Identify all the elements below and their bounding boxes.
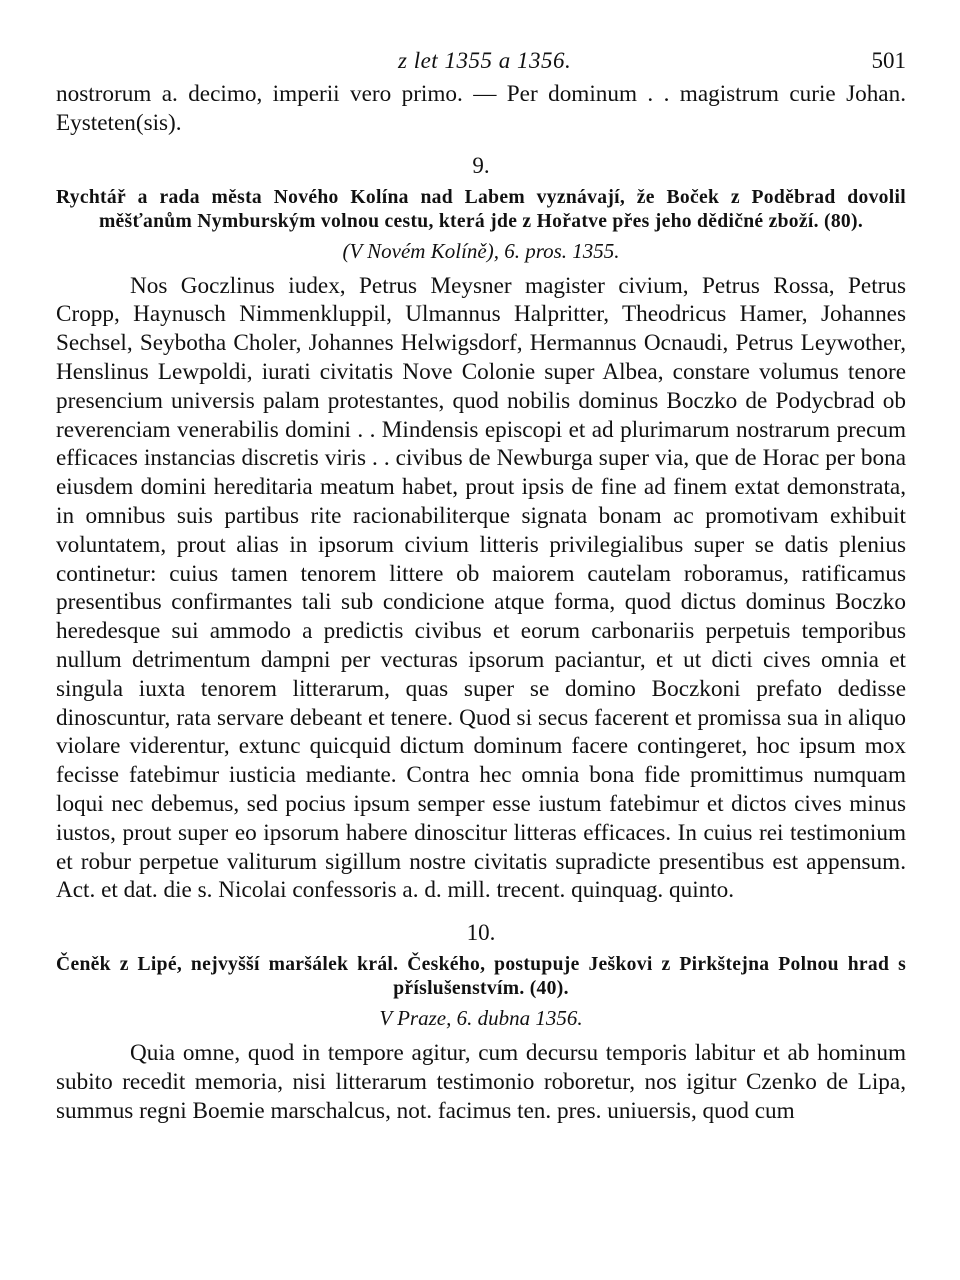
document-number: 9.	[472, 152, 490, 178]
document-dateline: (V Novém Kolíně), 6. pros. 1355.	[342, 238, 620, 263]
running-header	[56, 44, 906, 80]
document-dateline: V Praze, 6. dubna 1356.	[379, 1006, 583, 1031]
document-entry-10	[56, 919, 906, 1125]
document-number: 10.	[466, 920, 496, 946]
document-entry-9	[56, 152, 906, 906]
document-regest: Rychtář a rada města Nového Kolína nad Labem vyznávají, že Boček z Poděbrad dovolil měšťanům Nymburským volnou cestu, která jde z Hořatve přes jeho dědičné zboží. (80).	[56, 186, 906, 232]
document-text: Quia omne, quod in tempore agitur, cum decursu temporis labitur et ab hominum subito recedit memoria, nisi litterarum testimonio roboretur, nos igitur Czenko de Lipa, summus regni Boemie marschalcus, not. facimus ten. pres. uniuersis, quod cum	[56, 1040, 906, 1124]
page-number: 501	[871, 48, 906, 73]
document-regest: Čeněk z Lipé, nejvyšší maršálek král. Českého, postupuje Ješkovi z Pirkštejna Polnou hrad s příslušenstvím. (40).	[56, 954, 906, 1000]
carryover-paragraph: nostrorum a. decimo, imperii vero primo. — Per dominum . . magistrum curie Johan. Eysteten(sis).	[56, 81, 906, 136]
document-text: Nos Goczlinus iudex, Petrus Meysner magister civium, Petrus Rossa, Petrus Cropp, Haynusch Nimmenkluppil, Ulmannus Halpritter, Theodricus Hamer, Johannes Sechsel, Seybotha Choler, Johannes Helwigsdorf, Hermannus Ocnaudi, Petrus Leywother, Henslinus Lewpoldi, iurati civitatis Nove Colonie super Albea, constare volumus tenore presencium universis palam protestantes, quod nobilis dominus Boczko de Podycbrad ob reverenciam venerabilis domini . . Mindensis episcopi et ad plurimarum nostrarum precum efficaces instancias discretis viris . . civibus de Newburga super via, que de Horac per bona eiusdem domini hereditaria meatum habet, prout ipsis de fine ad finem extat demonstrata, in omnibus suis partibus rite racionabiliterque signata bonam ac promotivam exhibuit voluntatem, prout alias in ipsorum civium litteris privilegialibus super se datis plenius continetur: cuius tamen tenorem littere ob maiorem cautelam roboramus, ratificamus presentibus confirmantes tali sub condicione atque forma, quod dictus dominus Boczko heredesque sui ammodo a predictis civibus et eorum carbonariis perpetuis temporibus nullum detrimentum dampni per vecturas ipsorum paciantur, et ut dicti cives omnia et singula iuxta tenorem litterarum, quas super se domino Boczkoni prefato dedisse dinoscuntur, rata servare debeant et tenere. Quod si secus facerent et promissa sua in aliquo violare viderentur, extunc quicquid dictum dominum facere contingeret, hoc ipsum mox fecisse fatebimur iusticia mediante. Contra hec omnia bona fide promittimus numquam loqui nec debemus, sed pocius ipsum semper esse iustum fatebimur et dictos cives minus iustos, prout super eo ipsorum habere dinoscitur litteras efficaces. In cuius rei testimonium et robur perpetue valiturum sigillum nostre civitatis supradicte presentibus est appensum. Act. et dat. die s. Nicolai confessoris a. d. mill. trecent. quinquag. quinto.	[56, 272, 906, 904]
running-title: z let 1355 a 1356.	[398, 48, 572, 73]
document-page	[56, 44, 906, 1126]
